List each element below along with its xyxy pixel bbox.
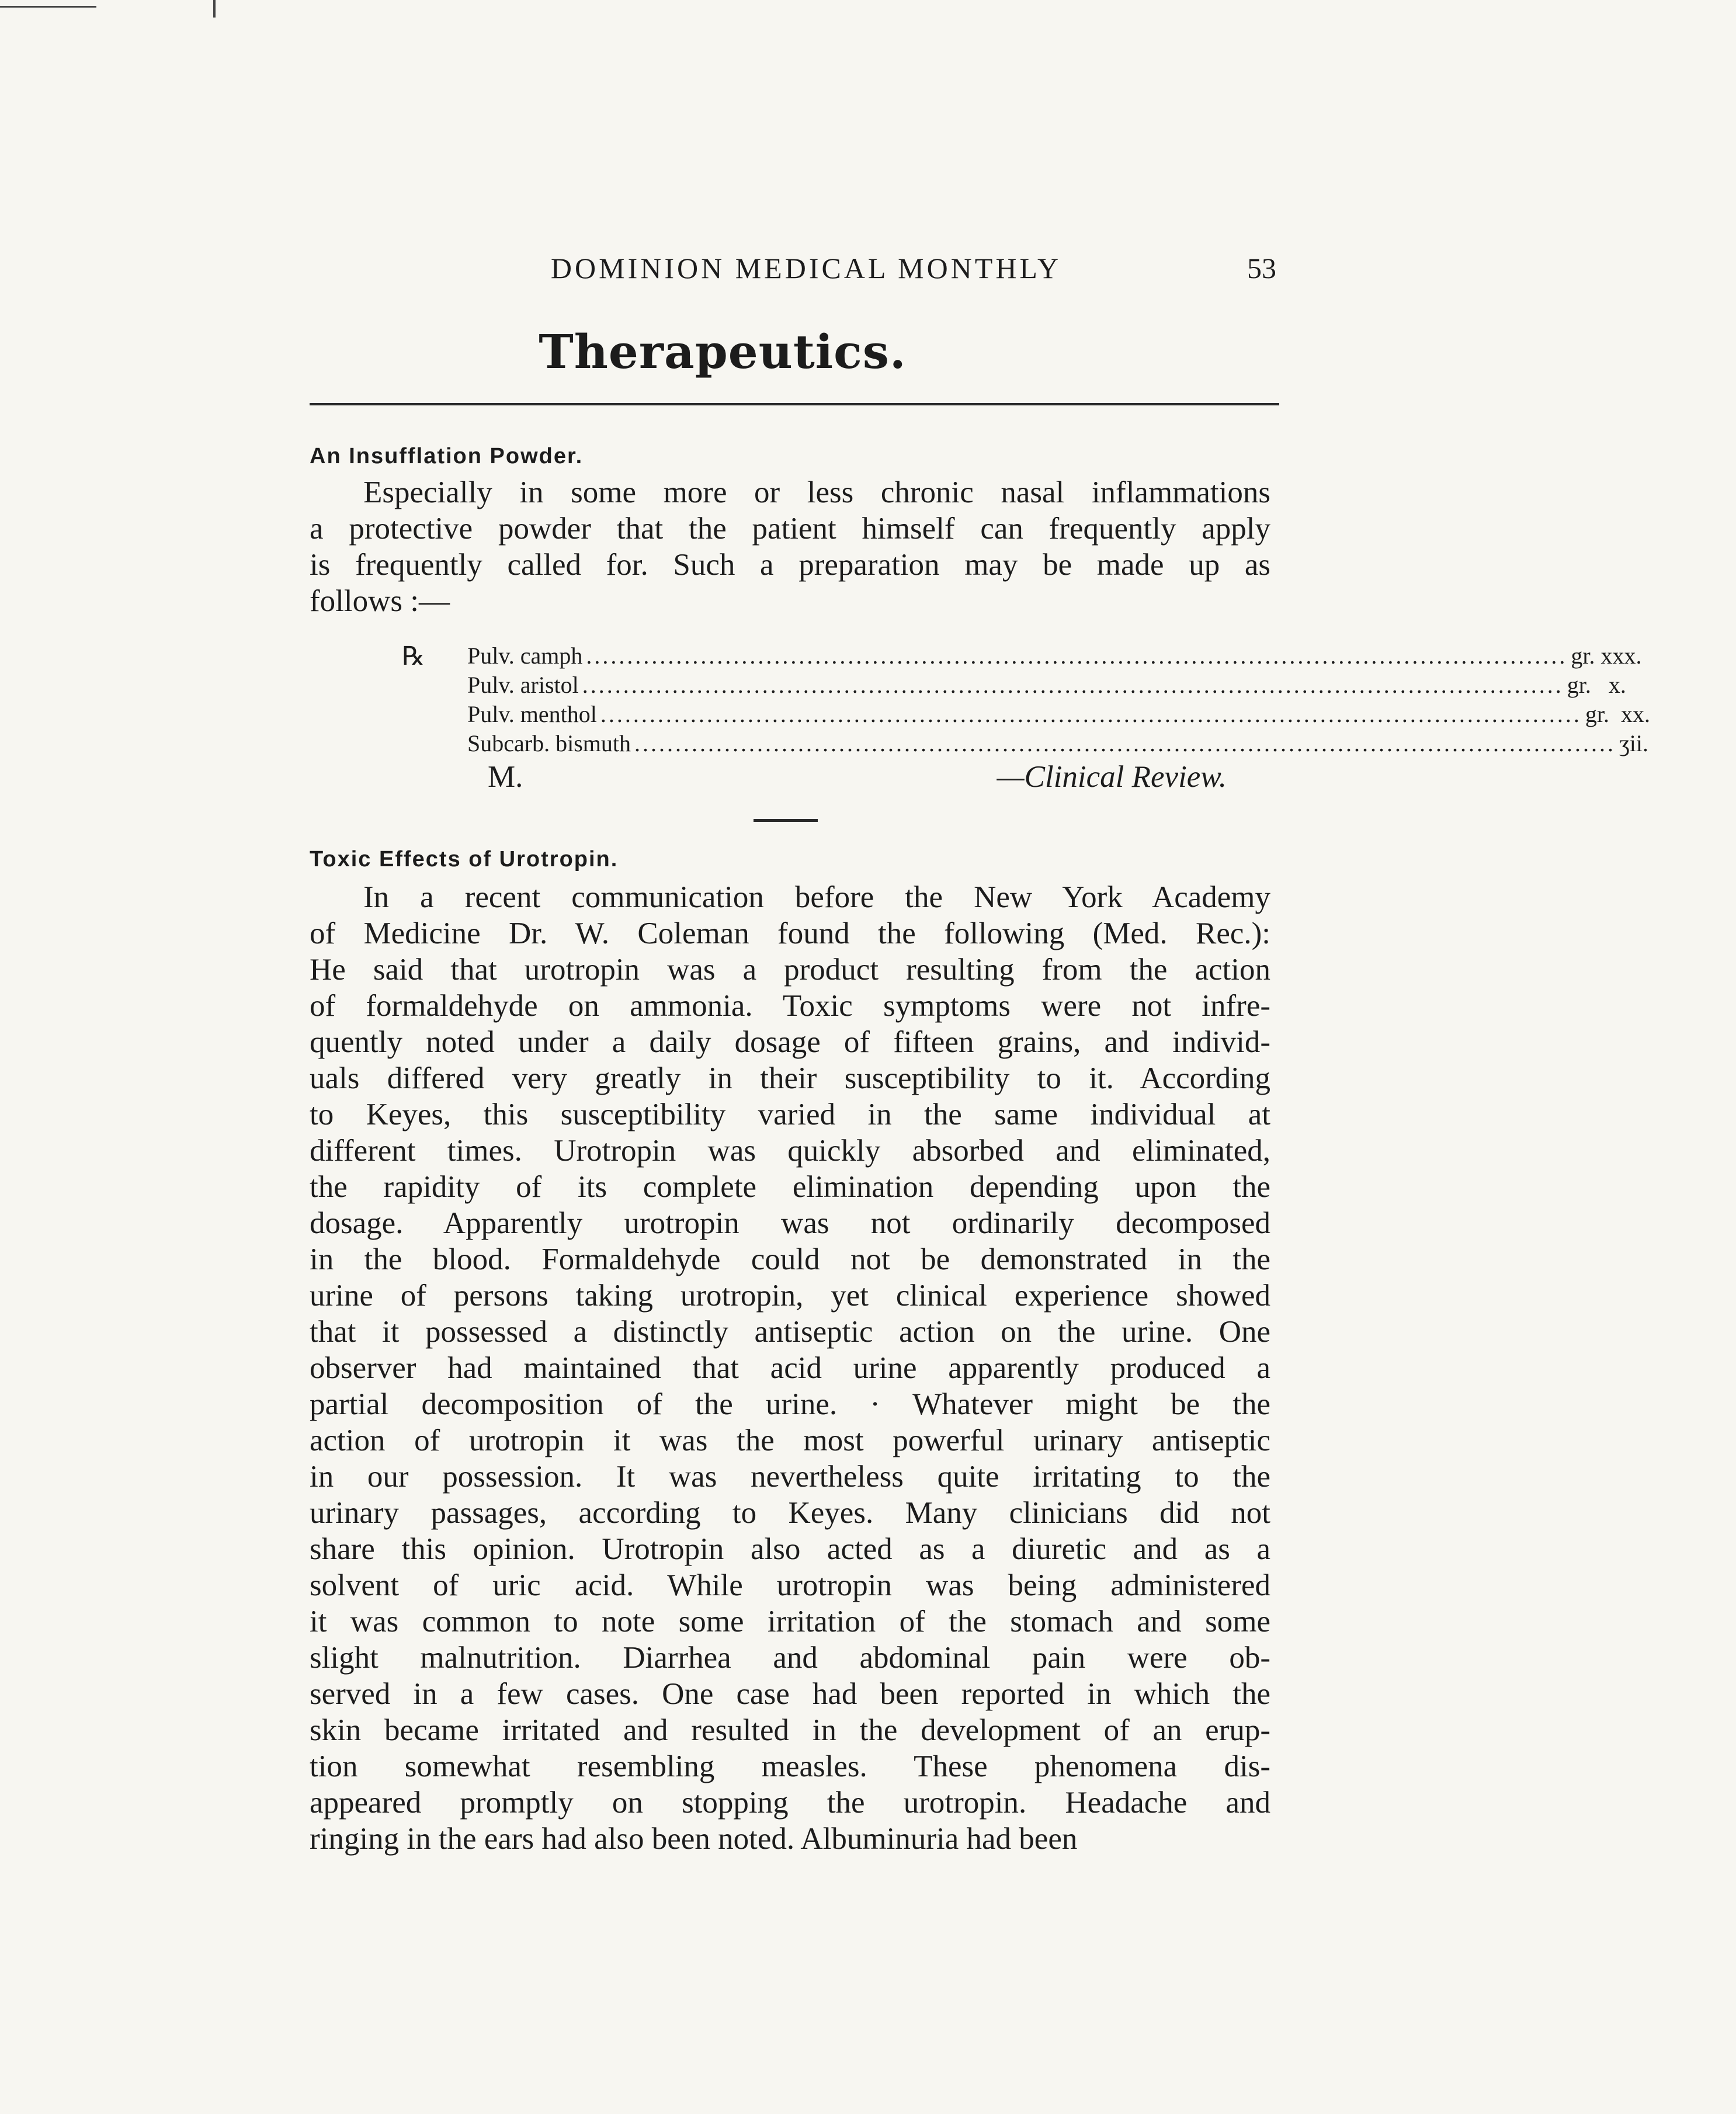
ingredient-dose: gr. xx. [1585, 701, 1650, 727]
scan-edge-mark [0, 6, 96, 8]
text-line: follows :— [310, 584, 450, 618]
article-heading: An Insufflation Powder. [310, 444, 584, 468]
text-line: urinary passages, according to Keyes. Many clinicians did not [310, 1496, 1270, 1530]
text-line: observer had maintained that acid urine apparently produced a [310, 1351, 1270, 1385]
leader-dots: ........................................................................................................................ [586, 643, 1568, 669]
text-line: that it possessed a distinctly antiseptic action on the urine. One [310, 1315, 1270, 1349]
text-line: In a recent communication before the New York Academy [363, 880, 1270, 914]
text-line: ringing in the ears had also been noted. Albuminuria had been [310, 1822, 1078, 1856]
ingredient-dose: gr. xxx. [1571, 643, 1642, 669]
article-body [310, 474, 1270, 619]
text-line: of formaldehyde on ammonia. Toxic symptoms were not infre- [310, 989, 1270, 1023]
ingredient-dose: gr. x. [1567, 672, 1626, 698]
mix-instruction: M. [488, 760, 523, 794]
text-line: uals differed very greatly in their susceptibility to it. According [310, 1061, 1270, 1095]
text-line: served in a few cases. One case had been reported in which the [310, 1677, 1270, 1711]
text-line: quently noted under a daily dosage of fifteen grains, and individ- [310, 1025, 1270, 1059]
text-line: skin became irritated and resulted in the development of an erup- [310, 1713, 1270, 1747]
text-line: in the blood. Formaldehyde could not be demonstrated in the [310, 1242, 1270, 1276]
ingredient-name: Pulv. aristol [467, 672, 579, 698]
section-title: Therapeutics. [539, 324, 907, 379]
text-line: different times. Urotropin was quickly absorbed and eliminated, [310, 1134, 1270, 1168]
text-line: is frequently called for. Such a preparation may be made up as [310, 548, 1270, 582]
scan-edge-mark [213, 0, 216, 18]
rx-symbol: ℞ [402, 642, 425, 671]
leader-dots: ........................................................................................................................ [582, 672, 1564, 698]
text-line: dosage. Apparently urotropin was not ordinarily decomposed [310, 1206, 1270, 1240]
article-body [310, 879, 1270, 1857]
text-line: of Medicine Dr. W. Coleman found the following (Med. Rec.): [310, 917, 1270, 950]
text-line: Especially in some more or less chronic nasal inflammations [363, 475, 1270, 509]
leader-dots: ........................................................................................................................ [634, 730, 1616, 756]
page-number: 53 [1247, 252, 1276, 284]
ingredient-name: Pulv. menthol [467, 701, 597, 727]
text-line: urine of persons taking urotropin, yet clinical experience showed [310, 1279, 1270, 1313]
text-line: it was common to note some irritation of the stomach and some [310, 1605, 1270, 1639]
section-rule [310, 403, 1279, 405]
recipe-row [467, 671, 1626, 700]
text-line: the rapidity of its complete elimination depending upon the [310, 1170, 1270, 1204]
text-line: partial decomposition of the urine. · Whatever might be the [310, 1387, 1270, 1421]
text-line: a protective powder that the patient himself can frequently apply [310, 512, 1270, 546]
ingredient-dose: ʒii. [1619, 730, 1648, 756]
text-line: in our possession. It was nevertheless quite irritating to the [310, 1460, 1270, 1494]
recipe-row [467, 641, 1642, 671]
text-line: slight malnutrition. Diarrhea and abdominal pain were ob- [310, 1641, 1270, 1675]
ingredient-name: Pulv. camph [467, 643, 583, 669]
text-line: appeared promptly on stopping the urotropin. Headache and [310, 1786, 1270, 1820]
article-heading: Toxic Effects of Urotropin. [310, 847, 619, 872]
text-line: solvent of uric acid. While urotropin was being administered [310, 1568, 1270, 1602]
text-line: share this opinion. Urotropin also acted as a diuretic and as a [310, 1532, 1270, 1566]
text-line: action of urotropin it was the most powerful urinary antiseptic [310, 1424, 1270, 1457]
leader-dots: ........................................................................................................................ [600, 701, 1582, 727]
running-title: DOMINION MEDICAL MONTHLY [550, 252, 1062, 284]
ingredient-name: Subcarb. bismuth [467, 730, 631, 756]
recipe-row [467, 700, 1650, 729]
article-divider [754, 819, 818, 822]
recipe-row [467, 729, 1648, 758]
text-line: tion somewhat resembling measles. These phenomena dis- [310, 1749, 1270, 1783]
text-line: to Keyes, this susceptibility varied in the same individual at [310, 1098, 1270, 1131]
recipe-list [467, 641, 1650, 758]
source-citation: —Clinical Review. [997, 760, 1227, 794]
text-line: He said that urotropin was a product resulting from the action [310, 953, 1270, 987]
